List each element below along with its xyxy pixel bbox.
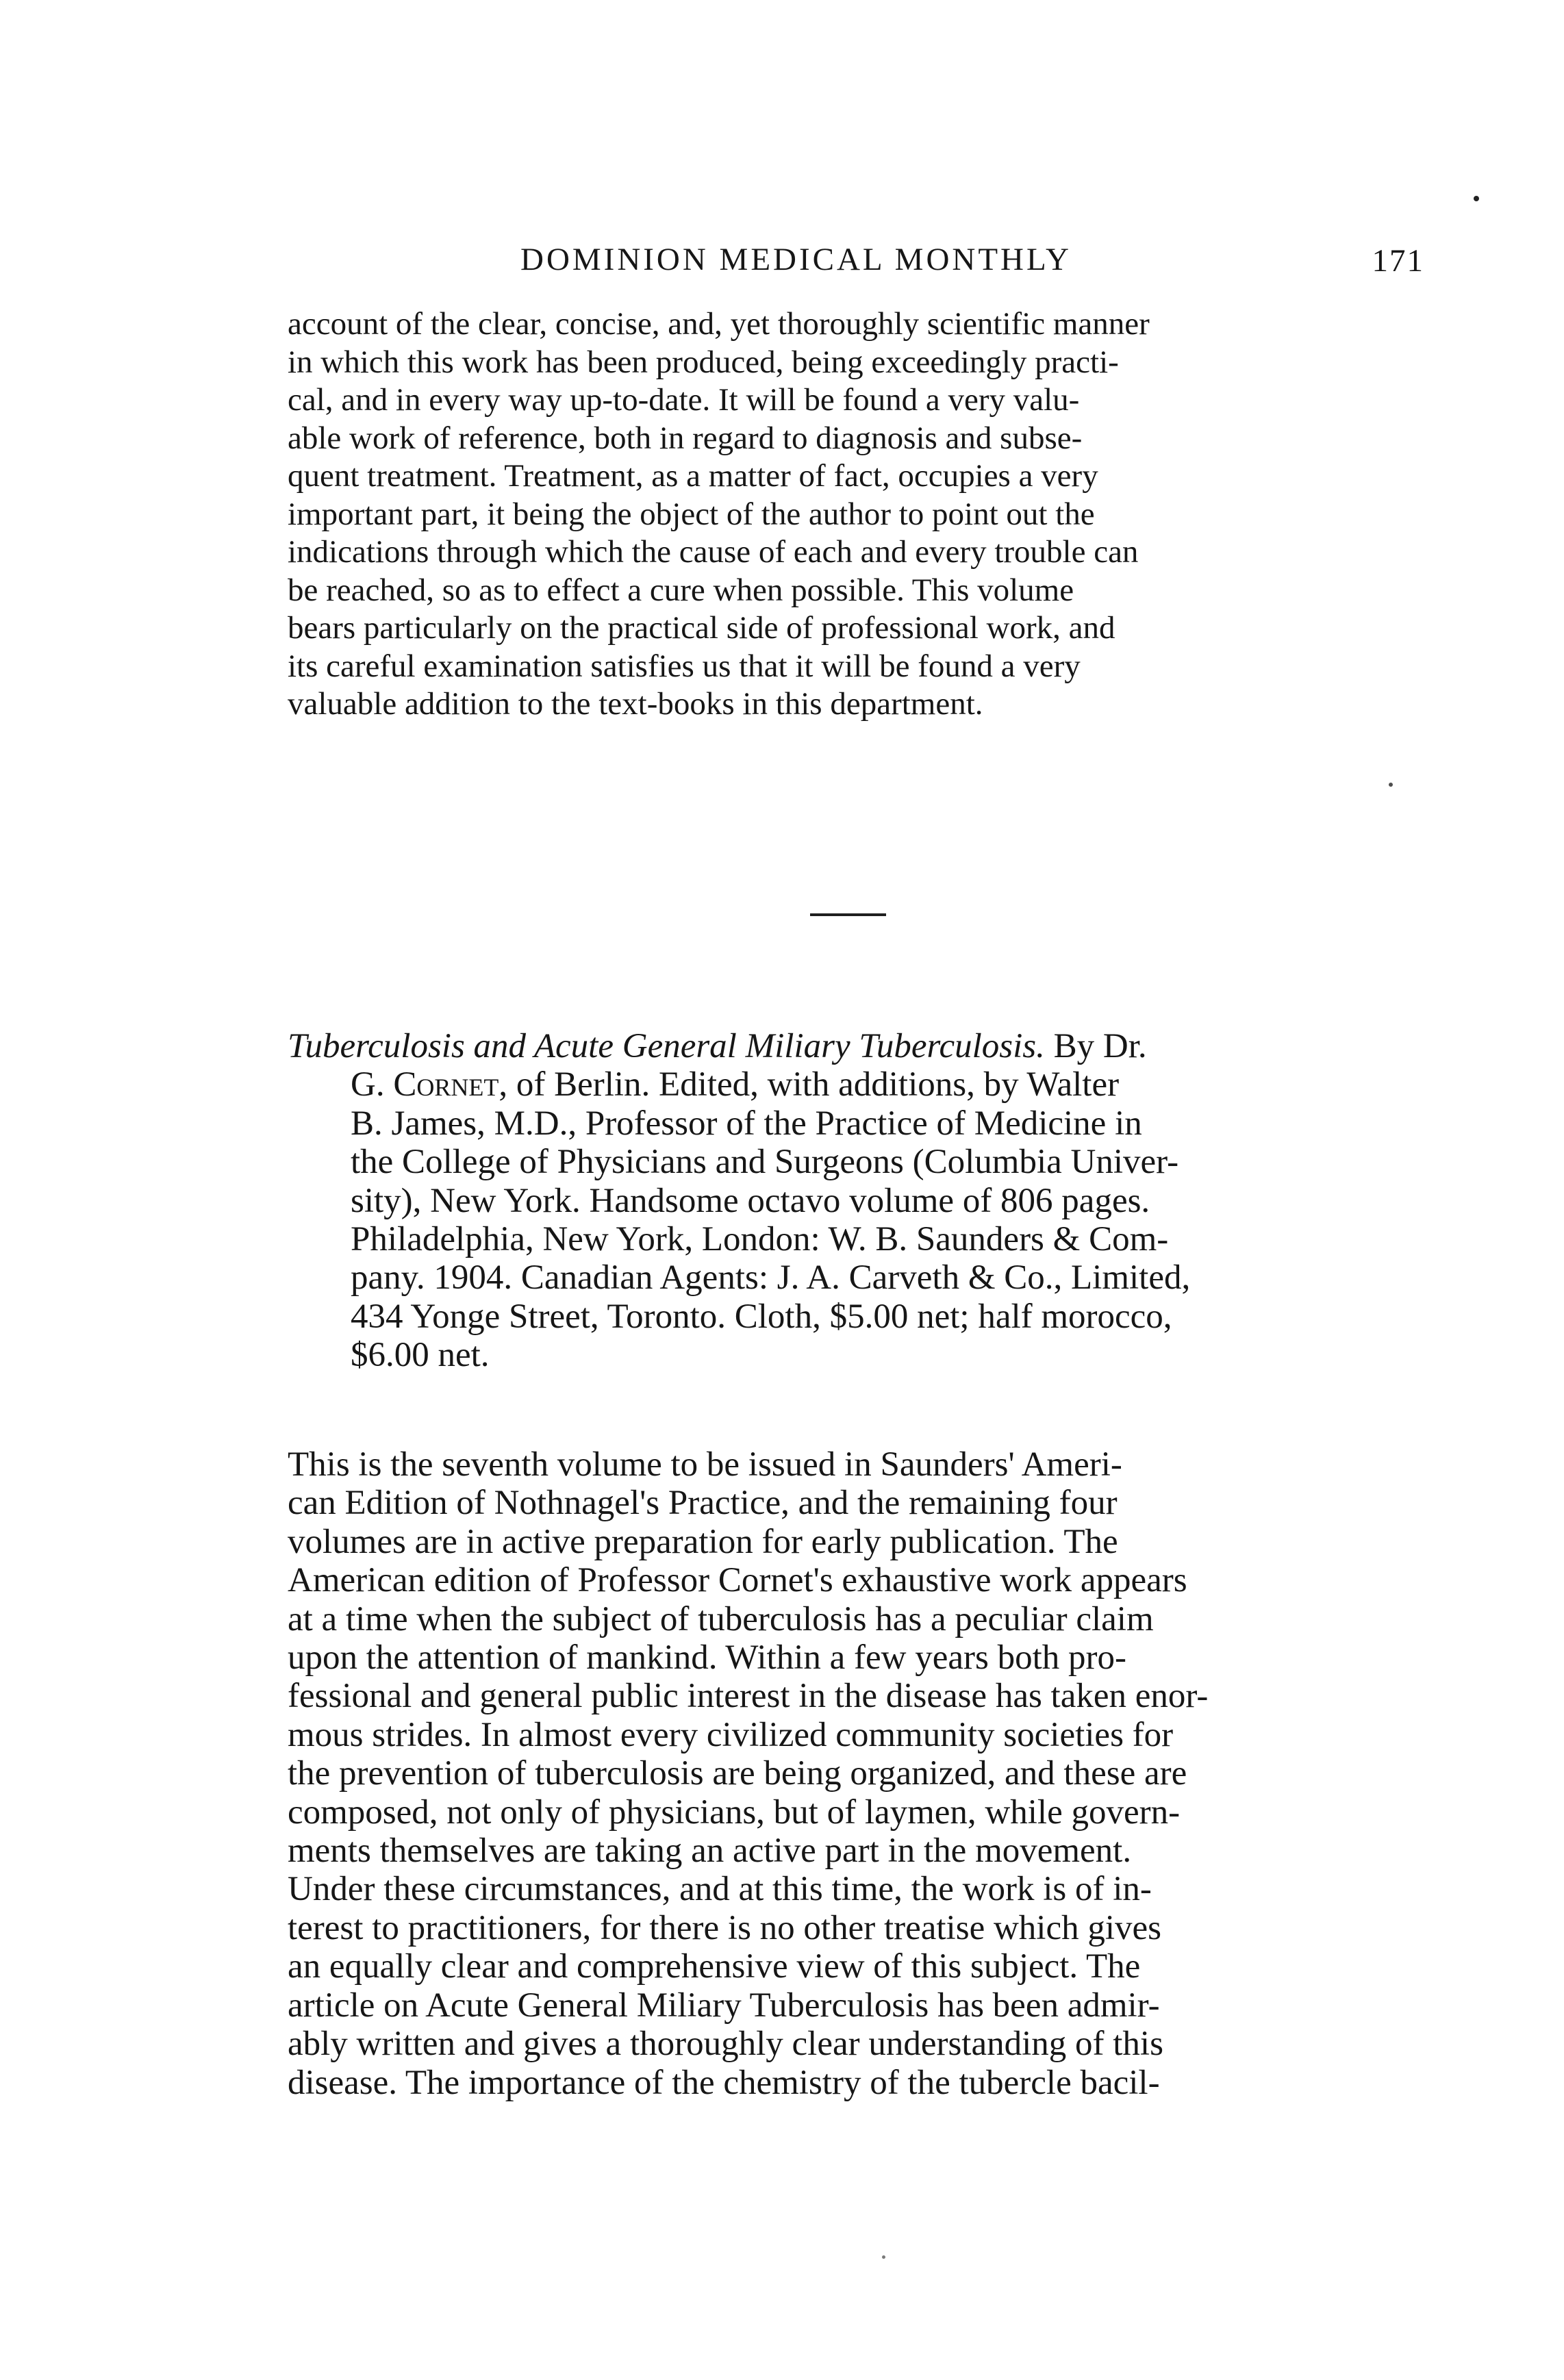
review-line: This is the seventh volume to be issued in Saunders' Ameri- — [288, 1445, 1122, 1484]
section-divider — [810, 913, 886, 916]
review-line: ably written and gives a thoroughly clear understanding of this — [288, 2025, 1163, 2064]
ink-speck — [1474, 196, 1479, 201]
citation-tail: By Dr. — [1044, 1027, 1147, 1065]
review-line: the prevention of tuberculosis are being organized, and these are — [288, 1754, 1187, 1793]
paragraph-line: be reached, so as to effect a cure when possible. This volume — [288, 572, 1074, 608]
review-line: Under these circumstances, and at this time, the work is of in- — [288, 1870, 1152, 1909]
review-line: upon the attention of mankind. Within a few years both pro- — [288, 1638, 1126, 1678]
review-line: composed, not only of physicians, but of laymen, while govern- — [288, 1793, 1181, 1832]
citation-line: $6.00 net. — [351, 1336, 490, 1375]
book-review-text — [288, 1445, 1452, 2102]
citation-line: 434 Yonge Street, Toronto. Cloth, $5.00 net; half morocco, — [351, 1297, 1172, 1336]
citation-line: Philadelphia, New York, London: W. B. Saunders & Com- — [351, 1220, 1169, 1259]
citation-line: pany. 1904. Canadian Agents: J. A. Carveth & Co., Limited, — [351, 1258, 1191, 1297]
page-header — [520, 241, 1424, 282]
review-line: an equally clear and comprehensive view of this subject. The — [288, 1947, 1141, 1986]
citation-line: B. James, M.D., Professor of the Practice of Medicine in — [351, 1104, 1142, 1143]
review-line: at a time when the subject of tuberculosis has a peculiar claim — [288, 1599, 1154, 1638]
paragraph-line: its careful examination satisfies us that it will be found a very — [288, 648, 1081, 684]
citation-title-line — [288, 1027, 1452, 1065]
review-line: terest to practitioners, for there is no other treatise which gives — [288, 1908, 1161, 1947]
author-name: G. Cornet — [351, 1065, 499, 1104]
paragraph-line: in which this work has been produced, being exceedingly practi- — [288, 344, 1119, 380]
citation-line: the College of Physicians and Surgeons (Columbia Univer- — [351, 1143, 1179, 1182]
paragraph-line: indications through which the cause of each and every trouble can — [288, 534, 1139, 570]
review-line: American edition of Professor Cornet's exhaustive work appears — [288, 1561, 1187, 1600]
paragraph-line: bears particularly on the practical side of professional work, and — [288, 610, 1115, 646]
book-citation — [288, 1027, 1452, 1375]
review-line: article on Acute General Miliary Tuberculosis has been admir- — [288, 1986, 1160, 2025]
review-line: volumes are in active preparation for early publication. The — [288, 1522, 1118, 1561]
review-line: disease. The importance of the chemistry of the tubercle bacil- — [288, 2063, 1160, 2102]
running-title: DOMINION MEDICAL MONTHLY — [520, 242, 1072, 277]
ink-speck — [1389, 783, 1393, 787]
paragraph-line: able work of reference, both in regard to diagnosis and subse- — [288, 420, 1083, 456]
review-line: mous strides. In almost every civilized community societies for — [288, 1715, 1174, 1754]
paragraph-line: valuable addition to the text-books in this department. — [288, 686, 983, 722]
paragraph-line: cal, and in every way up-to-date. It will be found a very valu- — [288, 382, 1080, 418]
first-review-paragraph — [288, 305, 1397, 724]
citation-line — [288, 1065, 1452, 1104]
review-line: can Edition of Nothnagel's Practice, and the remaining four — [288, 1484, 1118, 1523]
book-title: Tuberculosis and Acute General Miliary Tuberculosis. — [288, 1027, 1045, 1065]
citation-line: sity), New York. Handsome octavo volume of 806 pages. — [351, 1181, 1150, 1220]
review-line: fessional and general public interest in the disease has taken enor- — [288, 1677, 1209, 1716]
page-number: 171 — [1372, 243, 1424, 279]
ink-speck — [882, 2255, 885, 2259]
paragraph-line: important part, it being the object of the author to point out the — [288, 496, 1095, 532]
paragraph-line: quent treatment. Treatment, as a matter of fact, occupies a very — [288, 458, 1098, 494]
paragraph-line: account of the clear, concise, and, yet thoroughly scientific manner — [288, 306, 1150, 342]
review-line: ments themselves are taking an active part in the movement. — [288, 1832, 1132, 1871]
author-details: , of Berlin. Edited, with additions, by Walter — [499, 1065, 1120, 1104]
